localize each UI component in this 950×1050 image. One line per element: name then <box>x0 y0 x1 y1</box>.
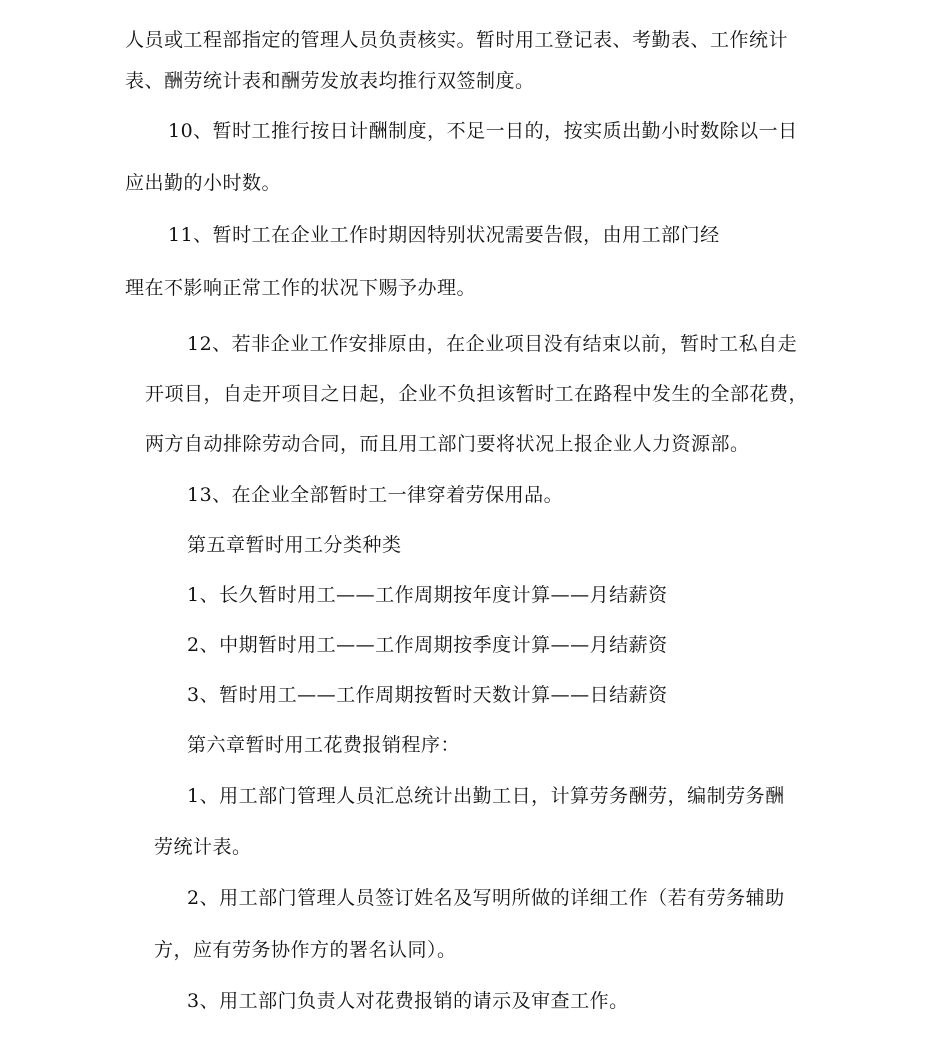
text-line: 人员或工程部指定的管理人员负责核实。暂时用工登记表、考勤表、工作统计 <box>125 29 789 51</box>
text-line: 2、中期暂时用工——工作周期按季度计算——月结薪资 <box>187 634 668 656</box>
text-line: 理在不影响正常工作的状况下赐予办理。 <box>125 277 477 299</box>
text-line: 方，应有劳务协作方的署名认同）。 <box>154 939 457 961</box>
text-line: 应出勤的小时数。 <box>125 172 282 194</box>
text-line: 劳统计表。 <box>154 836 252 858</box>
text-line: 3、暂时用工——工作周期按暂时天数计算——日结薪资 <box>187 684 668 706</box>
text-line: 1、长久暂时用工——工作周期按年度计算——月结薪资 <box>187 584 668 606</box>
text-line: 两方自动排除劳动合同，而且用工部门要将状况上报企业人力资源部。 <box>145 433 750 455</box>
text-line: 13、在企业全部暂时工一律穿着劳保用品。 <box>187 484 564 506</box>
text-line: 1、用工部门管理人员汇总统计出勤工日，计算劳务酬劳，编制劳务酬 <box>187 785 785 807</box>
text-line: 3、用工部门负责人对花费报销的请示及审查工作。 <box>187 990 629 1012</box>
text-line: 2、用工部门管理人员签订姓名及写明所做的详细工作（若有劳务辅助 <box>187 887 785 909</box>
text-line: 10、暂时工推行按日计酬制度，不足一日的，按实质出勤小时数除以一日 <box>168 120 798 142</box>
section-heading: 第六章暂时用工花费报销程序： <box>187 734 461 756</box>
section-heading: 第五章暂时用工分类种类 <box>187 534 402 556</box>
text-line: 12、若非企业工作安排原由，在企业项目没有结束以前，暂时工私自走 <box>187 333 798 355</box>
text-line: 11、暂时工在企业工作时期因特别状况需要告假，由用工部门经 <box>168 224 720 246</box>
text-line: 开项目，自走开项目之日起，企业不负担该暂时工在路程中发生的全部花费， <box>145 383 809 405</box>
text-line: 表、酬劳统计表和酬劳发放表均推行双签制度。 <box>125 70 535 92</box>
